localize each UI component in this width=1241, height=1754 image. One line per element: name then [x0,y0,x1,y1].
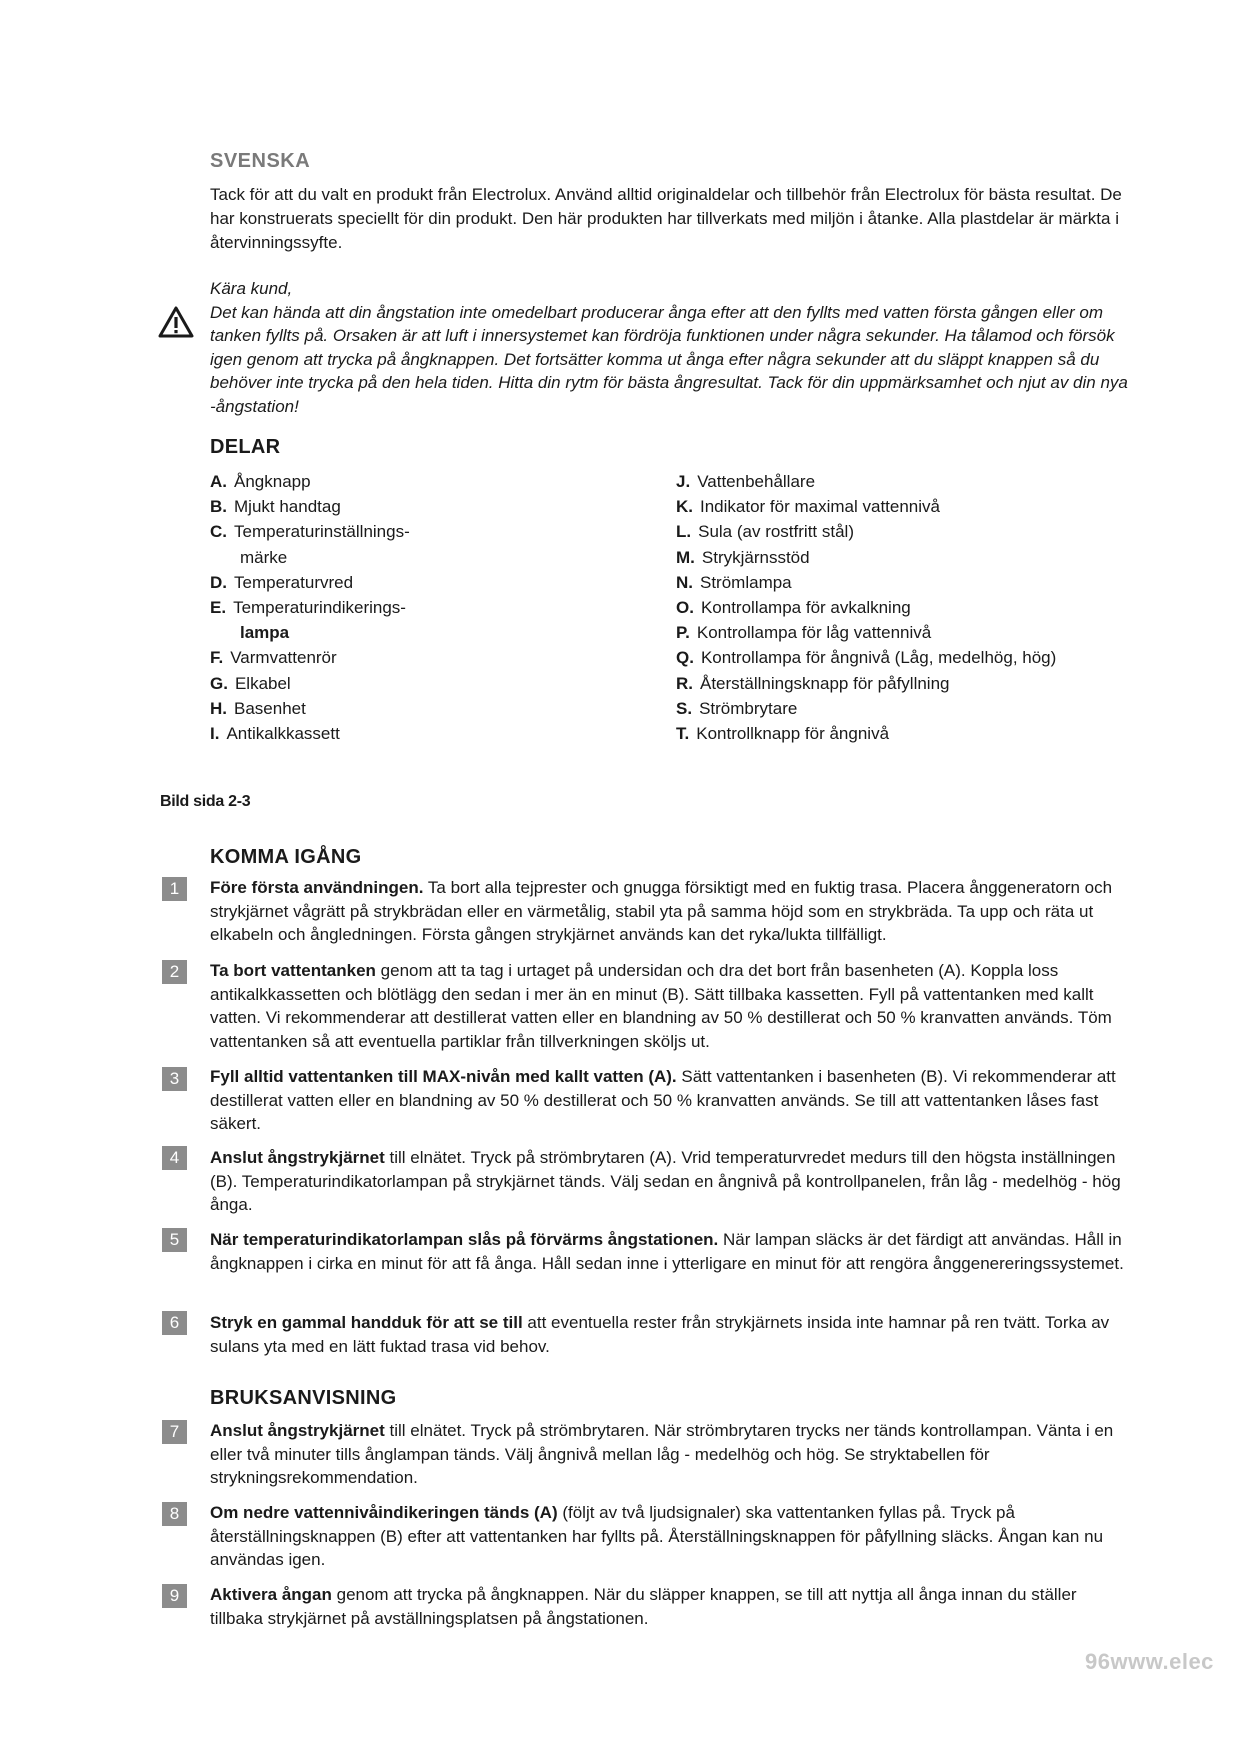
part-label-cont: lampa [240,623,290,643]
part-letter: H. [210,698,227,718]
part-label: Återställningsknapp för påfyllning [700,673,950,693]
intro-paragraph: Tack för att du valt en produkt från Electrolux. Använd alltid originaldelar och tillbehör från Electrolux för bästa resultat. De har konstruerats speciellt för din produkt. Den här produkten har tillverkats med miljön i åtanke. Alla plastdelar är märkta i återvinningssyfte. [210,185,1122,252]
step-text [210,876,1130,947]
part-item [676,671,1146,696]
part-label: Temperaturinställnings- [234,522,410,542]
part-item [676,595,1146,620]
part-letter: Q. [676,648,694,668]
warning-icon [158,306,194,338]
part-letter: A. [210,472,227,491]
part-item [676,469,1146,494]
step-number: 1 [162,877,187,901]
notice-greeting: Kära kund, [210,279,293,298]
part-item-continuation [210,545,650,570]
step-number: 8 [162,1502,187,1526]
part-label: Strömlampa [700,572,792,592]
part-label: Vattenbehållare [697,472,816,491]
parts-list-right [676,469,1146,746]
step-body: Sätt vattentanken i basenheten (B). Vi rekommenderar att destillerat vatten eller en blandning av 50 % destillerat och 50 % kranvatten används. Se till att vattentanken låses fast säkert. [210,1067,1116,1133]
part-letter: E. [210,598,227,618]
step-number: 9 [162,1584,187,1608]
language-heading: SVENSKA [210,150,311,172]
part-label: Strömbrytare [699,698,798,718]
part-item-continuation [210,620,650,645]
notice-body: Det kan hända att din ångstation inte omedelbart producerar ånga efter att den fyllts med vatten första gången eller om tanken fyllts på. Orsaken är att luft i innersystemet kan fördröja funktionen under några sekunder. Ha tålamod och försök igen genom att trycka på ångknappen. Det fortsätter komma ut ånga efter några sekunder att du släppt knappen så du behöver inte trycka på den hela tiden. Hitta din rytm för bästa ångresultat. Tack för din uppmärksamhet och njut av din nya -ångstation! [210,302,1128,416]
step-lead: Anslut ångstrykjärnet [210,1421,385,1440]
getting-started-heading: KOMMA IGÅNG [210,846,362,868]
step-body: till elnätet. Tryck på strömbrytaren (A). Vrid temperaturvredet medurs till den högsta inställningen (B). Temperaturindikatorlampan på strykjärnet tänds. Välj sedan en ångnivå på kontrollpanelen, från låg - medelhög - hög ånga. [210,1148,1121,1214]
part-letter: O. [676,598,694,618]
step-lead: När temperaturindikatorlampan slås på förvärms ångstationen. [210,1230,719,1249]
part-item [210,519,650,544]
part-item [210,494,650,519]
step-lead: Aktivera ångan [210,1585,332,1604]
step-lead: Fyll alltid vattentanken till MAX-nivån med kallt vatten (A). [210,1067,677,1086]
part-item [210,570,650,595]
step-body: När lampan släcks är det färdigt att användas. Håll in ångknappen i cirka en minut för att få ånga. Håll sedan inne i ytterligare en minut för att rengöra ånggenereringssystemet. [210,1230,1124,1273]
part-label: Elkabel [234,673,291,693]
part-item [210,645,650,670]
step-text [210,1228,1130,1275]
part-letter: G. [210,673,228,693]
part-label: Basenhet [234,698,306,718]
step-number: 3 [162,1067,187,1091]
part-letter: L. [676,522,692,542]
step-number: 2 [162,960,187,984]
part-label: Mjukt handtag [234,497,341,517]
step-text [210,1065,1130,1136]
step-text [210,959,1130,1053]
part-label: Kontrollampa för låg vattennivå [696,623,932,643]
part-label: Strykjärnsstöd [701,547,810,567]
usage-heading: BRUKSANVISNING [210,1387,397,1409]
step-body: (följt av två ljudsignaler) ska vattentanken fyllas på. Tryck på återställningsknappen (B) efter att vattentanken har fyllts på. Återställningsknappen för påfyllning släcks. Ångan kan nu användas igen. [210,1503,1104,1569]
part-item [676,545,1146,570]
part-item [210,721,650,746]
step-body: att eventuella rester från strykjärnets insida inte hamnar på ren tvätt. Torka av sulans yta med en lätt fuktad trasa vid behov. [210,1313,1110,1356]
part-item [676,570,1146,595]
part-item [676,494,1146,519]
step-lead: Anslut ångstrykjärnet [210,1148,385,1167]
step-text [210,1419,1130,1490]
part-item [210,469,650,494]
part-letter: S. [676,698,693,718]
part-letter: J. [676,472,691,491]
part-letter: N. [676,572,693,592]
step-body: genom att trycka på ångknappen. När du släpper knappen, se till att nyttja all ånga innan du ställer tillbaka strykjärnet på avställningsplatsen på ångstationen. [210,1585,1077,1628]
part-label: Antikalkkassett [226,724,340,744]
parts-heading: DELAR [210,436,281,458]
part-item [676,721,1146,746]
part-label: Varmvattenrör [230,648,337,668]
step-lead: Före första användningen. [210,878,424,897]
step-lead: Stryk en gammal handduk för att se till [210,1313,523,1332]
part-label-cont: märke [240,547,288,567]
step-lead: Om nedre vattennivåindikeringen tänds (A) [210,1503,558,1522]
part-item [210,671,650,696]
part-item [210,696,650,721]
part-label: Kontrollampa för avkalkning [700,598,911,618]
step-number: 5 [162,1228,187,1252]
step-text [210,1583,1130,1630]
part-label: Kontrollampa för ångnivå (Låg, medelhög, hög) [700,648,1057,668]
step-number: 7 [162,1420,187,1444]
step-lead: Ta bort vattentanken [210,961,376,980]
part-letter: T. [676,724,690,744]
figure-reference: Bild sida 2-3 [160,793,251,810]
part-label: Kontrollknapp för ångnivå [696,724,890,744]
part-letter: D. [210,572,227,592]
footer-watermark: 96www.elec [1085,1649,1214,1674]
part-item [676,620,1146,645]
part-item [676,696,1146,721]
part-letter: F. [210,648,224,668]
step-text [210,1311,1130,1358]
part-label: Ångknapp [234,472,311,491]
customer-notice [210,277,1140,418]
part-letter: P. [676,623,690,643]
part-letter: K. [676,497,693,517]
step-number: 4 [162,1146,187,1170]
part-letter: R. [676,673,693,693]
part-letter: M. [676,547,695,567]
part-label: Temperaturindikerings- [233,598,406,618]
parts-list-left [210,469,650,746]
step-body: genom att ta tag i urtaget på undersidan och dra det bort från basenheten (A). Koppla loss antikalkkassetten och blötlägg den sedan i mer än en minut (B). Sätt tillbaka kassetten. Fyll på vattentanken med kallt vatten. Vi rekommenderar att destillerat vatten eller en blandning av 50 % destillerat och 50 % kranvatten används. Töm vattentanken så att eventuella partiklar från tillverkningen sköljs ut. [210,961,1112,1051]
part-item [676,645,1146,670]
part-item [676,519,1146,544]
part-label: Temperaturvred [234,572,354,592]
part-letter: B. [210,497,227,517]
step-body: till elnätet. Tryck på strömbrytaren. När strömbrytaren trycks ner tänds kontrollampan. Vänta i en eller två minuter tills ånglampan tänds. Välj ångnivå mellan låg - medelhög och hög. Se stryktabellen för strykningsrekommendation. [210,1421,1114,1487]
part-item [210,595,650,620]
step-body: Ta bort alla tejprester och gnugga försiktigt med en fuktig trasa. Placera ånggeneratorn och strykjärnet vågrätt på strykbrädan eller en värmetålig, stabil yta på samma höjd som en strykbräda. Ta upp och räta ut elkabeln och ångledningen. Första gången strykjärnet används kan det ryka/lukta tillfälligt. [210,878,1113,944]
part-letter: I. [210,724,220,744]
step-text [210,1501,1130,1572]
part-label: Sula (av rostfritt stål) [698,522,854,542]
step-text [210,1146,1130,1217]
step-number: 6 [162,1311,187,1335]
part-letter: C. [210,522,227,542]
part-label: Indikator för maximal vattennivå [700,497,940,517]
